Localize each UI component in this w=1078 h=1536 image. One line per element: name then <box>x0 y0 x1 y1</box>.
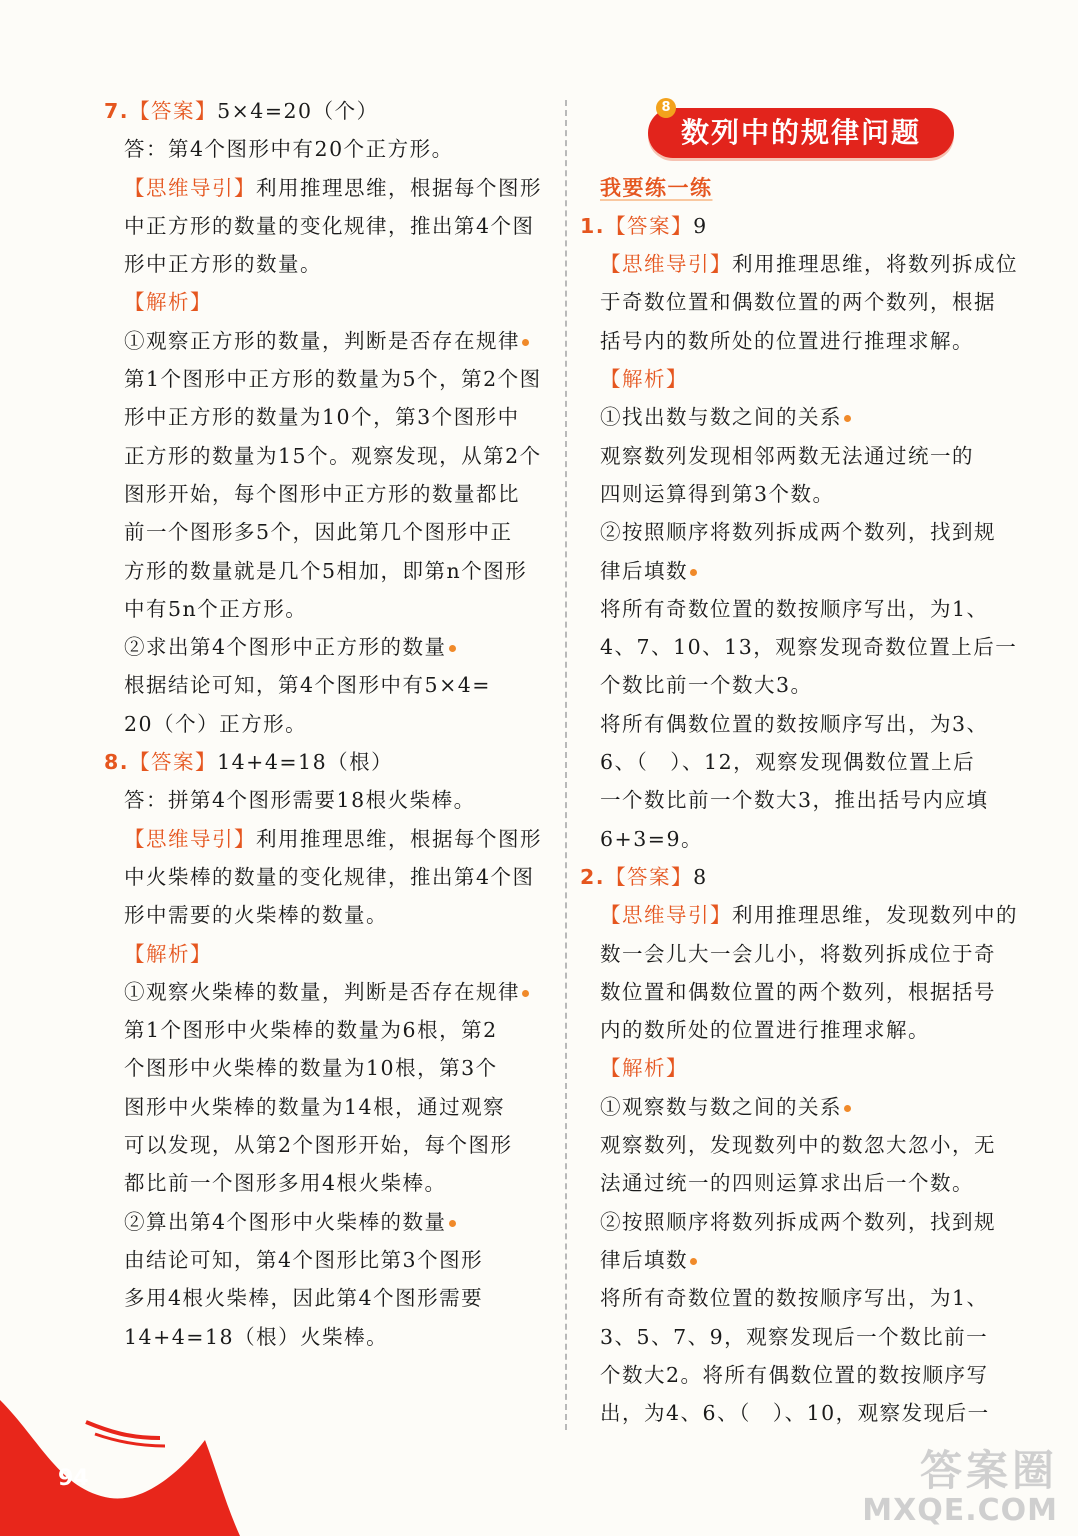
dot-icon <box>522 339 529 346</box>
watermark <box>862 1446 1058 1528</box>
q7-guide-line: 【思维导引】利用推理思维，根据每个图形 <box>124 175 542 200</box>
right-column <box>580 92 1030 1432</box>
q1-text-line: 个数比前一个数大3。 <box>600 673 813 698</box>
q7-guide-line: 中正方形的数量的变化规律，推出第4个图 <box>124 213 535 238</box>
q1-step1: ①找出数与数之间的关系 <box>580 398 1030 436</box>
q1-text-line: 6+3=9。 <box>600 826 703 851</box>
q7-reply: 答：第4个图形中有20个正方形。 <box>124 137 454 162</box>
q1-step2: ②按照顺序将数列拆成两个数列，找到规 <box>600 520 996 545</box>
q7-text-line: 第1个图形中正方形的数量为5个，第2个图 <box>124 367 542 392</box>
q2-guide-line: 【思维导引】利用推理思维，发现数列中的 <box>600 903 1018 928</box>
practice-heading: 我要练一练 <box>600 175 713 200</box>
q7-text-line: 形中正方形的数量为10个，第3个图形中 <box>124 405 520 430</box>
dot-icon <box>690 569 697 576</box>
q2-text-line: 将所有奇数位置的数按顺序写出，为1、 <box>600 1286 989 1311</box>
q8-guide-line: 【思维导引】利用推理思维，根据每个图形 <box>124 826 542 851</box>
q1-text-line: 一个数比前一个数大3，推出括号内应填 <box>600 788 989 813</box>
q8-guide-line: 形中需要的火柴棒的数量。 <box>124 903 388 928</box>
q8-reply: 答：拼第4个图形需要18根火柴棒。 <box>124 788 476 813</box>
q8-guide-line: 中火柴棒的数量的变化规律，推出第4个图 <box>124 864 535 889</box>
q8-step1: ①观察火柴棒的数量，判断是否存在规律 <box>104 973 550 1011</box>
page-corner-decoration <box>0 1380 240 1536</box>
q1-text-line: 四则运算得到第3个数。 <box>600 481 835 506</box>
q2-text-line: 3、5、7、9，观察发现后一个数比前一 <box>600 1324 989 1349</box>
section-badge: 8 <box>656 98 676 118</box>
q7-text-line: 正方形的数量为15个。观察发现，从第2个 <box>124 443 542 468</box>
q1-answer-line: 1.【答案】9 <box>580 213 708 238</box>
column-divider <box>565 100 567 1430</box>
q7-text-line: 方形的数量就是几个5相加，即第n个图形 <box>124 558 528 583</box>
q2-guide-line: 数位置和偶数位置的两个数列，根据括号 <box>600 979 996 1004</box>
watermark-url: MXQE.COM <box>862 1493 1058 1528</box>
q8-text-line: 图形中火柴棒的数量为14根，通过观察 <box>124 1094 506 1119</box>
q2-text-line: 出，为4、6、（ ）、10，观察发现后一 <box>600 1401 990 1426</box>
q2-text-line: 法通过统一的四则运算求出后一个数。 <box>600 1171 974 1196</box>
q7-step1: ①观察正方形的数量，判断是否存在规律 <box>104 322 550 360</box>
q7-answer-line: 7.【答案】5×4=20（个） <box>104 99 379 123</box>
q7-guide-line: 形中正方形的数量。 <box>124 252 322 277</box>
banner-spacer <box>580 92 1030 169</box>
q2-guide-line: 数一会儿大一会儿小，将数列拆成位于奇 <box>600 941 996 966</box>
dot-icon <box>844 1105 851 1112</box>
dot-icon <box>690 1258 697 1265</box>
q7-step2: ②求出第4个图形中正方形的数量 <box>104 628 550 666</box>
q8-text-line: 都比前一个图形多用4根火柴棒。 <box>124 1171 447 1196</box>
q8-analysis-tag: 【解析】 <box>124 941 212 966</box>
q8-text-line: 由结论可知，第4个图形比第3个图形 <box>124 1247 484 1272</box>
q2-analysis-tag: 【解析】 <box>600 1056 688 1081</box>
q1-step2: 律后填数 <box>580 552 1030 590</box>
q2-guide-line: 内的数所处的位置进行推理求解。 <box>600 1018 930 1043</box>
q8-answer-line: 8.【答案】14+4=18（根） <box>104 750 394 775</box>
q1-text-line: 将所有偶数位置的数按顺序写出，为3、 <box>600 711 989 736</box>
q7-text-line: 图形开始，每个图形中正方形的数量都比 <box>124 481 520 506</box>
page-number: 94 <box>58 1466 89 1491</box>
section-title: 数列中的规律问题 <box>680 116 921 149</box>
dot-icon <box>449 645 456 652</box>
q7-text-line: 中有5n个正方形。 <box>124 596 308 621</box>
q7-text-line: 前一个图形多5个，因此第几个图形中正 <box>124 520 513 545</box>
q8-step2: ②算出第4个图形中火柴棒的数量 <box>104 1203 550 1241</box>
left-column <box>104 92 550 1356</box>
q8-text-line: 14+4=18（根）火柴棒。 <box>124 1324 389 1349</box>
q2-text-line: 观察数列，发现数列中的数忽大忽小，无 <box>600 1133 996 1158</box>
q8-text-line: 多用4根火柴棒，因此第4个图形需要 <box>124 1286 484 1311</box>
q8-text-line: 可以发现，从第2个图形开始，每个图形 <box>124 1133 513 1158</box>
q1-guide-line: 【思维导引】利用推理思维，将数列拆成位 <box>600 252 1018 277</box>
dot-icon <box>844 415 851 422</box>
q1-guide-line: 于奇数位置和偶数位置的两个数列，根据 <box>600 290 996 315</box>
q1-text-line: 观察数列发现相邻两数无法通过统一的 <box>600 443 974 468</box>
q8-text-line: 个图形中火柴棒的数量为10根，第3个 <box>124 1056 498 1081</box>
q1-guide-line: 括号内的数所处的位置进行推理求解。 <box>600 328 974 353</box>
q2-text-line: 个数大2。将所有偶数位置的数按顺序写 <box>600 1362 989 1387</box>
q1-text-line: 将所有奇数位置的数按顺序写出，为1、 <box>600 596 989 621</box>
q7-text-line: 20（个）正方形。 <box>124 711 308 736</box>
q8-text-line: 第1个图形中火柴棒的数量为6根，第2 <box>124 1018 498 1043</box>
watermark-logo-text: 答案圈 <box>919 1446 1058 1495</box>
q1-text-line: 4、7、10、13，观察发现奇数位置上后一 <box>600 635 1018 660</box>
q7-text-line: 根据结论可知，第4个图形中有5×4= <box>124 673 491 698</box>
dot-icon <box>522 990 529 997</box>
q2-step1: ①观察数与数之间的关系 <box>580 1088 1030 1126</box>
q1-analysis-tag: 【解析】 <box>600 367 688 392</box>
q1-text-line: 6、（ ）、12，观察发现偶数位置上后 <box>600 750 976 775</box>
q7-analysis-tag: 【解析】 <box>124 290 212 315</box>
q2-answer-line: 2.【答案】8 <box>580 864 708 889</box>
q2-step2: ②按照顺序将数列拆成两个数列，找到规 <box>600 1209 996 1234</box>
dot-icon <box>449 1220 456 1227</box>
q2-step2: 律后填数 <box>580 1241 1030 1279</box>
